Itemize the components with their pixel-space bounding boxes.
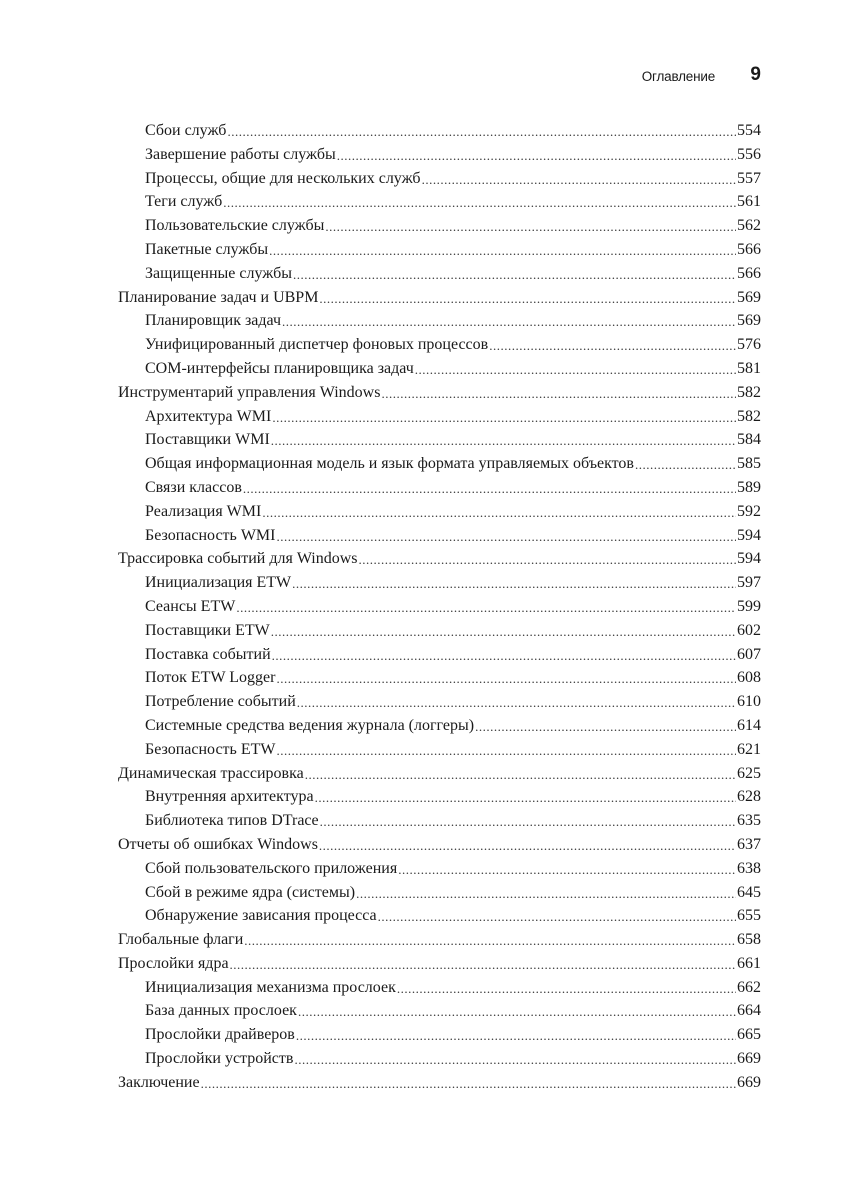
toc-leader-dots [282, 310, 736, 326]
toc-entry-page: 585 [737, 455, 761, 473]
toc-entry-title: Планирование задач и UBPM [118, 288, 319, 306]
toc-entry-title: Поставщики ETW [145, 621, 270, 639]
toc-entry[interactable] [118, 1023, 761, 1047]
toc-leader-dots [292, 572, 736, 588]
toc-entry[interactable] [118, 381, 761, 405]
toc-entry-title: Сбой в режиме ядра (системы) [145, 883, 356, 901]
toc-entry-page: 628 [737, 788, 761, 806]
toc-entry-page: 608 [737, 669, 761, 687]
toc-entry-page: 621 [737, 740, 761, 758]
toc-entry-title: Сбои служб [145, 122, 227, 139]
toc-entry-title: Унифицированный диспетчер фоновых процессов [145, 336, 489, 354]
toc-entry-page: 594 [737, 550, 761, 568]
toc-leader-dots [337, 144, 736, 160]
toc-entry[interactable] [118, 428, 761, 452]
toc-entry-page: 566 [737, 264, 761, 282]
toc-entry-title: Поставщики WMI [145, 431, 270, 449]
toc-entry[interactable] [118, 952, 761, 976]
toc-entry[interactable] [118, 238, 761, 262]
toc-leader-dots [223, 191, 736, 207]
toc-entry-title: COM-интерфейсы планировщика задач [145, 359, 414, 377]
toc-entry-title: Общая информационная модель и язык формата управляемых объектов [145, 455, 634, 473]
toc-entry[interactable] [118, 500, 761, 524]
toc-entry-title: Завершение работы службы [145, 145, 336, 163]
toc-entry[interactable] [118, 167, 761, 191]
toc-entry[interactable] [118, 595, 761, 619]
toc-leader-dots [276, 667, 736, 683]
toc-entry[interactable] [118, 214, 761, 238]
toc-entry-title: Прослойки ядра [118, 954, 229, 972]
toc-leader-dots [320, 810, 736, 826]
toc-entry[interactable] [118, 476, 761, 500]
toc-entry[interactable] [118, 833, 761, 857]
toc-entry-title: Прослойки драйверов [145, 1026, 295, 1044]
toc-entry-title: Архитектура WMI [145, 407, 272, 425]
toc-entry-title: Пакетные службы [145, 240, 269, 258]
toc-entry-page: 581 [737, 359, 761, 377]
toc-leader-dots [305, 763, 736, 779]
toc-leader-dots [475, 715, 736, 731]
toc-entry-title: Системные средства ведения журнала (логгеры) [145, 716, 475, 734]
toc-entry[interactable] [118, 857, 761, 881]
toc-leader-dots [272, 406, 736, 422]
toc-leader-dots [378, 905, 736, 921]
toc-entry-title: Инструментарий управления Windows [118, 383, 381, 401]
toc-entry[interactable] [118, 452, 761, 476]
toc-entry[interactable] [118, 809, 761, 833]
toc-entry[interactable] [118, 785, 761, 809]
toc-entry-page: 582 [737, 407, 761, 425]
toc-entry-page: 582 [737, 383, 761, 401]
toc-entry[interactable] [118, 333, 761, 357]
toc-entry-title: База данных прослоек [145, 1002, 297, 1020]
toc-leader-dots [293, 263, 736, 279]
toc-leader-dots [272, 644, 736, 660]
toc-leader-dots [230, 953, 736, 969]
running-header-section: Оглавление [641, 69, 715, 84]
toc-leader-dots [244, 929, 736, 945]
toc-entry[interactable] [118, 547, 761, 571]
toc-entry-page: 576 [737, 336, 761, 354]
toc-entry-title: Библиотека типов DTrace [145, 812, 319, 830]
toc-entry-page: 610 [737, 693, 761, 711]
toc-entry-title: Поставка событий [145, 645, 271, 663]
toc-entry[interactable] [118, 119, 761, 143]
toc-leader-dots [271, 429, 736, 445]
toc-entry[interactable] [118, 357, 761, 381]
toc-entry-title: Безопасность ETW [145, 740, 276, 758]
toc-entry-page: 662 [737, 978, 761, 996]
toc-entry[interactable] [118, 690, 761, 714]
toc-entry-page: 584 [737, 431, 761, 449]
toc-leader-dots [271, 620, 736, 636]
toc-entry-page: 602 [737, 621, 761, 639]
toc-entry-page: 597 [737, 574, 761, 592]
toc-leader-dots [227, 120, 736, 136]
toc-entry-page: 554 [737, 122, 761, 139]
toc-leader-dots [398, 858, 736, 874]
toc-entry-title: Инициализация ETW [145, 574, 292, 592]
toc-entry-title: Динамическая трассировка [118, 764, 304, 782]
toc-leader-dots [297, 691, 736, 707]
toc-entry-title: Теги служб [145, 193, 223, 211]
toc-leader-dots [319, 287, 736, 303]
toc-leader-dots [276, 525, 736, 541]
toc-entry[interactable] [118, 1071, 761, 1095]
toc-entry-page: 562 [737, 217, 761, 235]
toc-leader-dots [415, 358, 736, 374]
toc-entry[interactable] [118, 762, 761, 786]
toc-leader-dots [381, 382, 736, 398]
toc-entry[interactable] [118, 714, 761, 738]
toc-entry-page: 661 [737, 954, 761, 972]
toc-entry-page: 665 [737, 1026, 761, 1044]
toc-leader-dots [269, 239, 736, 255]
toc-entry-page: 556 [737, 145, 761, 163]
toc-leader-dots [236, 596, 736, 612]
toc-entry-page: 664 [737, 1002, 761, 1020]
toc-entry[interactable] [118, 524, 761, 548]
toc-entry[interactable] [118, 738, 761, 762]
toc-entry-title: Безопасность WMI [145, 526, 276, 544]
toc-entry-page: 592 [737, 502, 761, 520]
toc-entry-title: Защищенные службы [145, 264, 293, 282]
toc-entry-page: 669 [737, 1073, 761, 1091]
toc-entry-title: Глобальные флаги [118, 931, 244, 949]
toc-leader-dots [262, 501, 736, 517]
toc-entry-title: Сбой пользовательского приложения [145, 859, 398, 877]
toc-leader-dots [319, 834, 736, 850]
toc-leader-dots [276, 739, 736, 755]
toc-entry-title: Обнаружение зависания процесса [145, 907, 377, 925]
toc-entry-page: 594 [737, 526, 761, 544]
toc-entry-title: Отчеты об ошибках Windows [118, 835, 318, 853]
toc-entry[interactable] [118, 571, 761, 595]
toc-entry-title: Связи классов [145, 478, 242, 496]
toc-leader-dots [635, 453, 736, 469]
toc-entry-title: Прослойки устройств [145, 1050, 294, 1068]
toc-entry-page: 669 [737, 1050, 761, 1068]
table-of-contents [118, 119, 761, 1095]
toc-entry[interactable] [118, 405, 761, 429]
toc-leader-dots [294, 1048, 736, 1064]
toc-entry[interactable] [118, 143, 761, 167]
toc-entry-page: 638 [737, 859, 761, 877]
toc-entry-page: 614 [737, 716, 761, 734]
toc-leader-dots [489, 334, 736, 350]
toc-entry[interactable] [118, 619, 761, 643]
toc-entry-title: Заключение [118, 1073, 200, 1091]
toc-entry[interactable] [118, 976, 761, 1000]
toc-leader-dots [315, 786, 736, 802]
toc-entry[interactable] [118, 262, 761, 286]
toc-entry[interactable] [118, 881, 761, 905]
toc-entry-title: Сеансы ETW [145, 597, 236, 615]
toc-entry-title: Реализация WMI [145, 502, 262, 520]
toc-entry[interactable] [118, 309, 761, 333]
toc-leader-dots [325, 215, 736, 231]
toc-entry[interactable] [118, 666, 761, 690]
toc-entry-title: Процессы, общие для нескольких служб [145, 169, 421, 187]
toc-entry-page: 569 [737, 288, 761, 306]
toc-entry-title: Трассировка событий для Windows [118, 550, 358, 568]
toc-entry-page: 599 [737, 597, 761, 615]
toc-entry-page: 635 [737, 812, 761, 830]
toc-entry-page: 566 [737, 240, 761, 258]
toc-leader-dots [359, 548, 737, 564]
toc-leader-dots [296, 1024, 736, 1040]
toc-entry-page: 637 [737, 835, 761, 853]
toc-leader-dots [397, 977, 736, 993]
toc-entry[interactable] [118, 643, 761, 667]
toc-entry[interactable] [118, 190, 761, 214]
toc-entry-title: Планировщик задач [145, 312, 282, 330]
toc-entry-page: 561 [737, 193, 761, 211]
toc-leader-dots [356, 882, 736, 898]
toc-entry-page: 658 [737, 931, 761, 949]
toc-entry-page: 655 [737, 907, 761, 925]
toc-entry[interactable] [118, 286, 761, 310]
toc-entry-page: 625 [737, 764, 761, 782]
running-header [118, 64, 761, 90]
toc-entry[interactable] [118, 904, 761, 928]
toc-entry-title: Потребление событий [145, 693, 296, 711]
toc-leader-dots [201, 1072, 736, 1088]
toc-leader-dots [422, 168, 736, 184]
page-number: 9 [750, 64, 761, 85]
toc-entry-title: Внутренняя архитектура [145, 788, 314, 806]
toc-entry-page: 557 [737, 169, 761, 187]
toc-leader-dots [243, 477, 736, 493]
toc-entry-page: 607 [737, 645, 761, 663]
toc-entry[interactable] [118, 928, 761, 952]
toc-entry-page: 645 [737, 883, 761, 901]
toc-leader-dots [298, 1000, 736, 1016]
toc-entry-page: 569 [737, 312, 761, 330]
toc-entry[interactable] [118, 1047, 761, 1071]
toc-entry-title: Пользовательские службы [145, 217, 325, 235]
toc-entry[interactable] [118, 999, 761, 1023]
toc-entry-title: Поток ETW Logger [145, 669, 276, 687]
toc-entry-title: Инициализация механизма прослоек [145, 978, 396, 996]
toc-entry-page: 589 [737, 478, 761, 496]
